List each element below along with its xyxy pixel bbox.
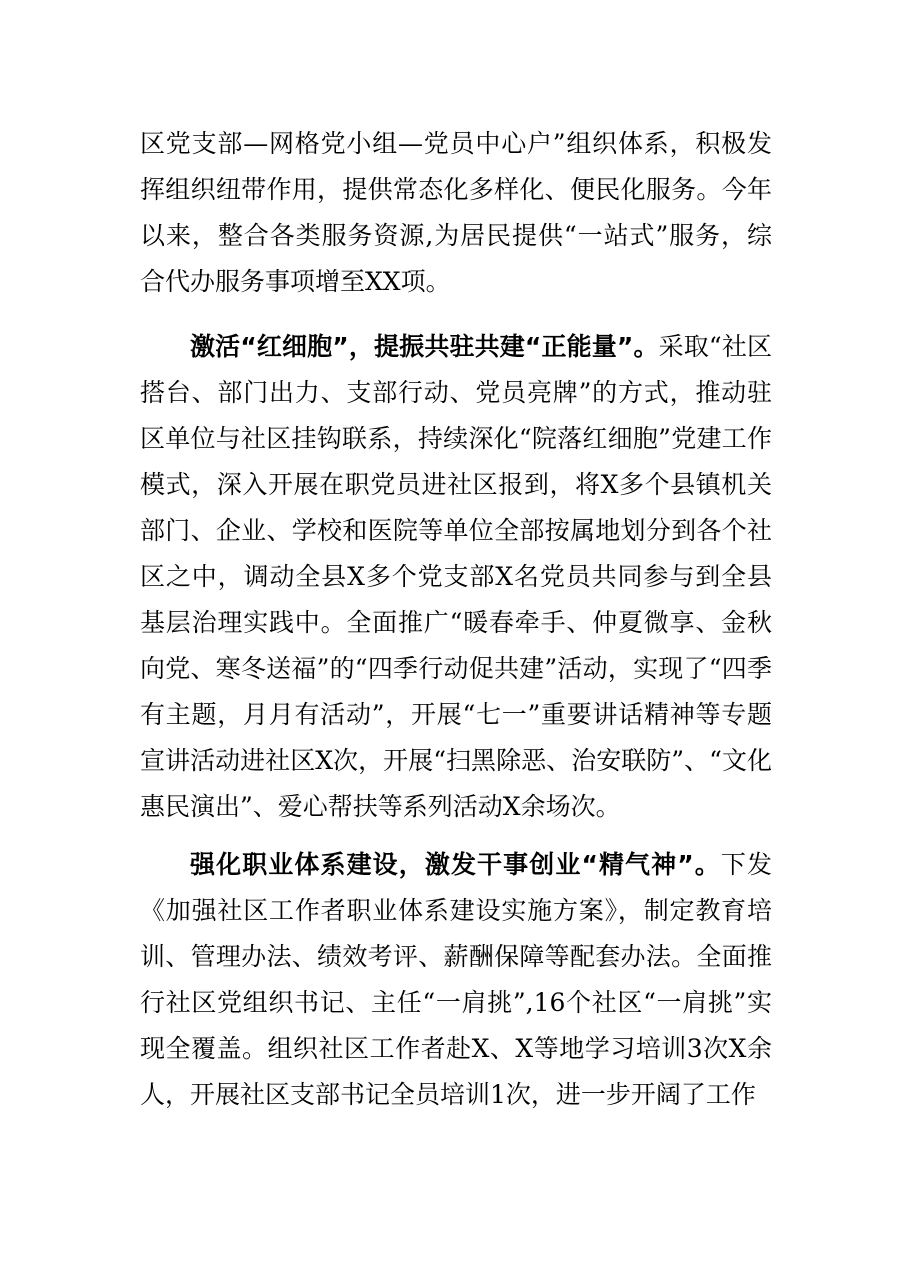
paragraph-heading: 激活“红细胞”，提振共驻共建“正能量”。 <box>190 332 659 361</box>
paragraph-continued <box>140 121 772 305</box>
paragraph-text: 区党支部—网格党小组—党员中心户”组织体系，积极发挥组织纽带作用，提供常态化多样化、便民化服务。今年以来，整合各类服务资源,为居民提供“一站式”服务，综合代办服务事项增至XX项。 <box>140 129 772 296</box>
paragraph-career-system <box>140 842 772 1118</box>
paragraph-red-cells <box>140 324 772 830</box>
paragraph-text: 下发《加强社区工作者职业体系建设实施方案》，制定教育培训、管理办法、绩效考评、薪酬保障等配套办法。全面推行社区党组织书记、主任“一肩挑”,16个社区“一肩挑”实现全覆盖。组织社区工作者赴X、X等地学习培训3次X余人，开展社区支部书记全员培训1次，进一步开阔了工作 <box>140 850 772 1109</box>
document-body <box>140 121 772 1130</box>
paragraph-heading: 强化职业体系建设，激发干事创业“精气神”。 <box>190 850 721 879</box>
paragraph-text: 采取“社区搭台、部门出力、支部行动、党员亮牌”的方式，推动驻区单位与社区挂钩联系，持续深化“院落红细胞”党建工作模式，深入开展在职党员进社区报到，将X多个县镇机关部门、企业、学校和医院等单位全部按属地划分到各个社区之中，调动全县X多个党支部X名党员共同参与到全县基层治理实践中。全面推广“暖春牵手、仲夏微享、金秋向党、寒冬送福”的“四季行动促共建”活动，实现了“四季有主题，月月有活动”，开展“七一”重要讲话精神等专题宣讲活动进社区X次，开展“扫黑除恶、治安联防”、“文化惠民演出”、爱心帮扶等系列活动X余场次。 <box>140 332 773 821</box>
